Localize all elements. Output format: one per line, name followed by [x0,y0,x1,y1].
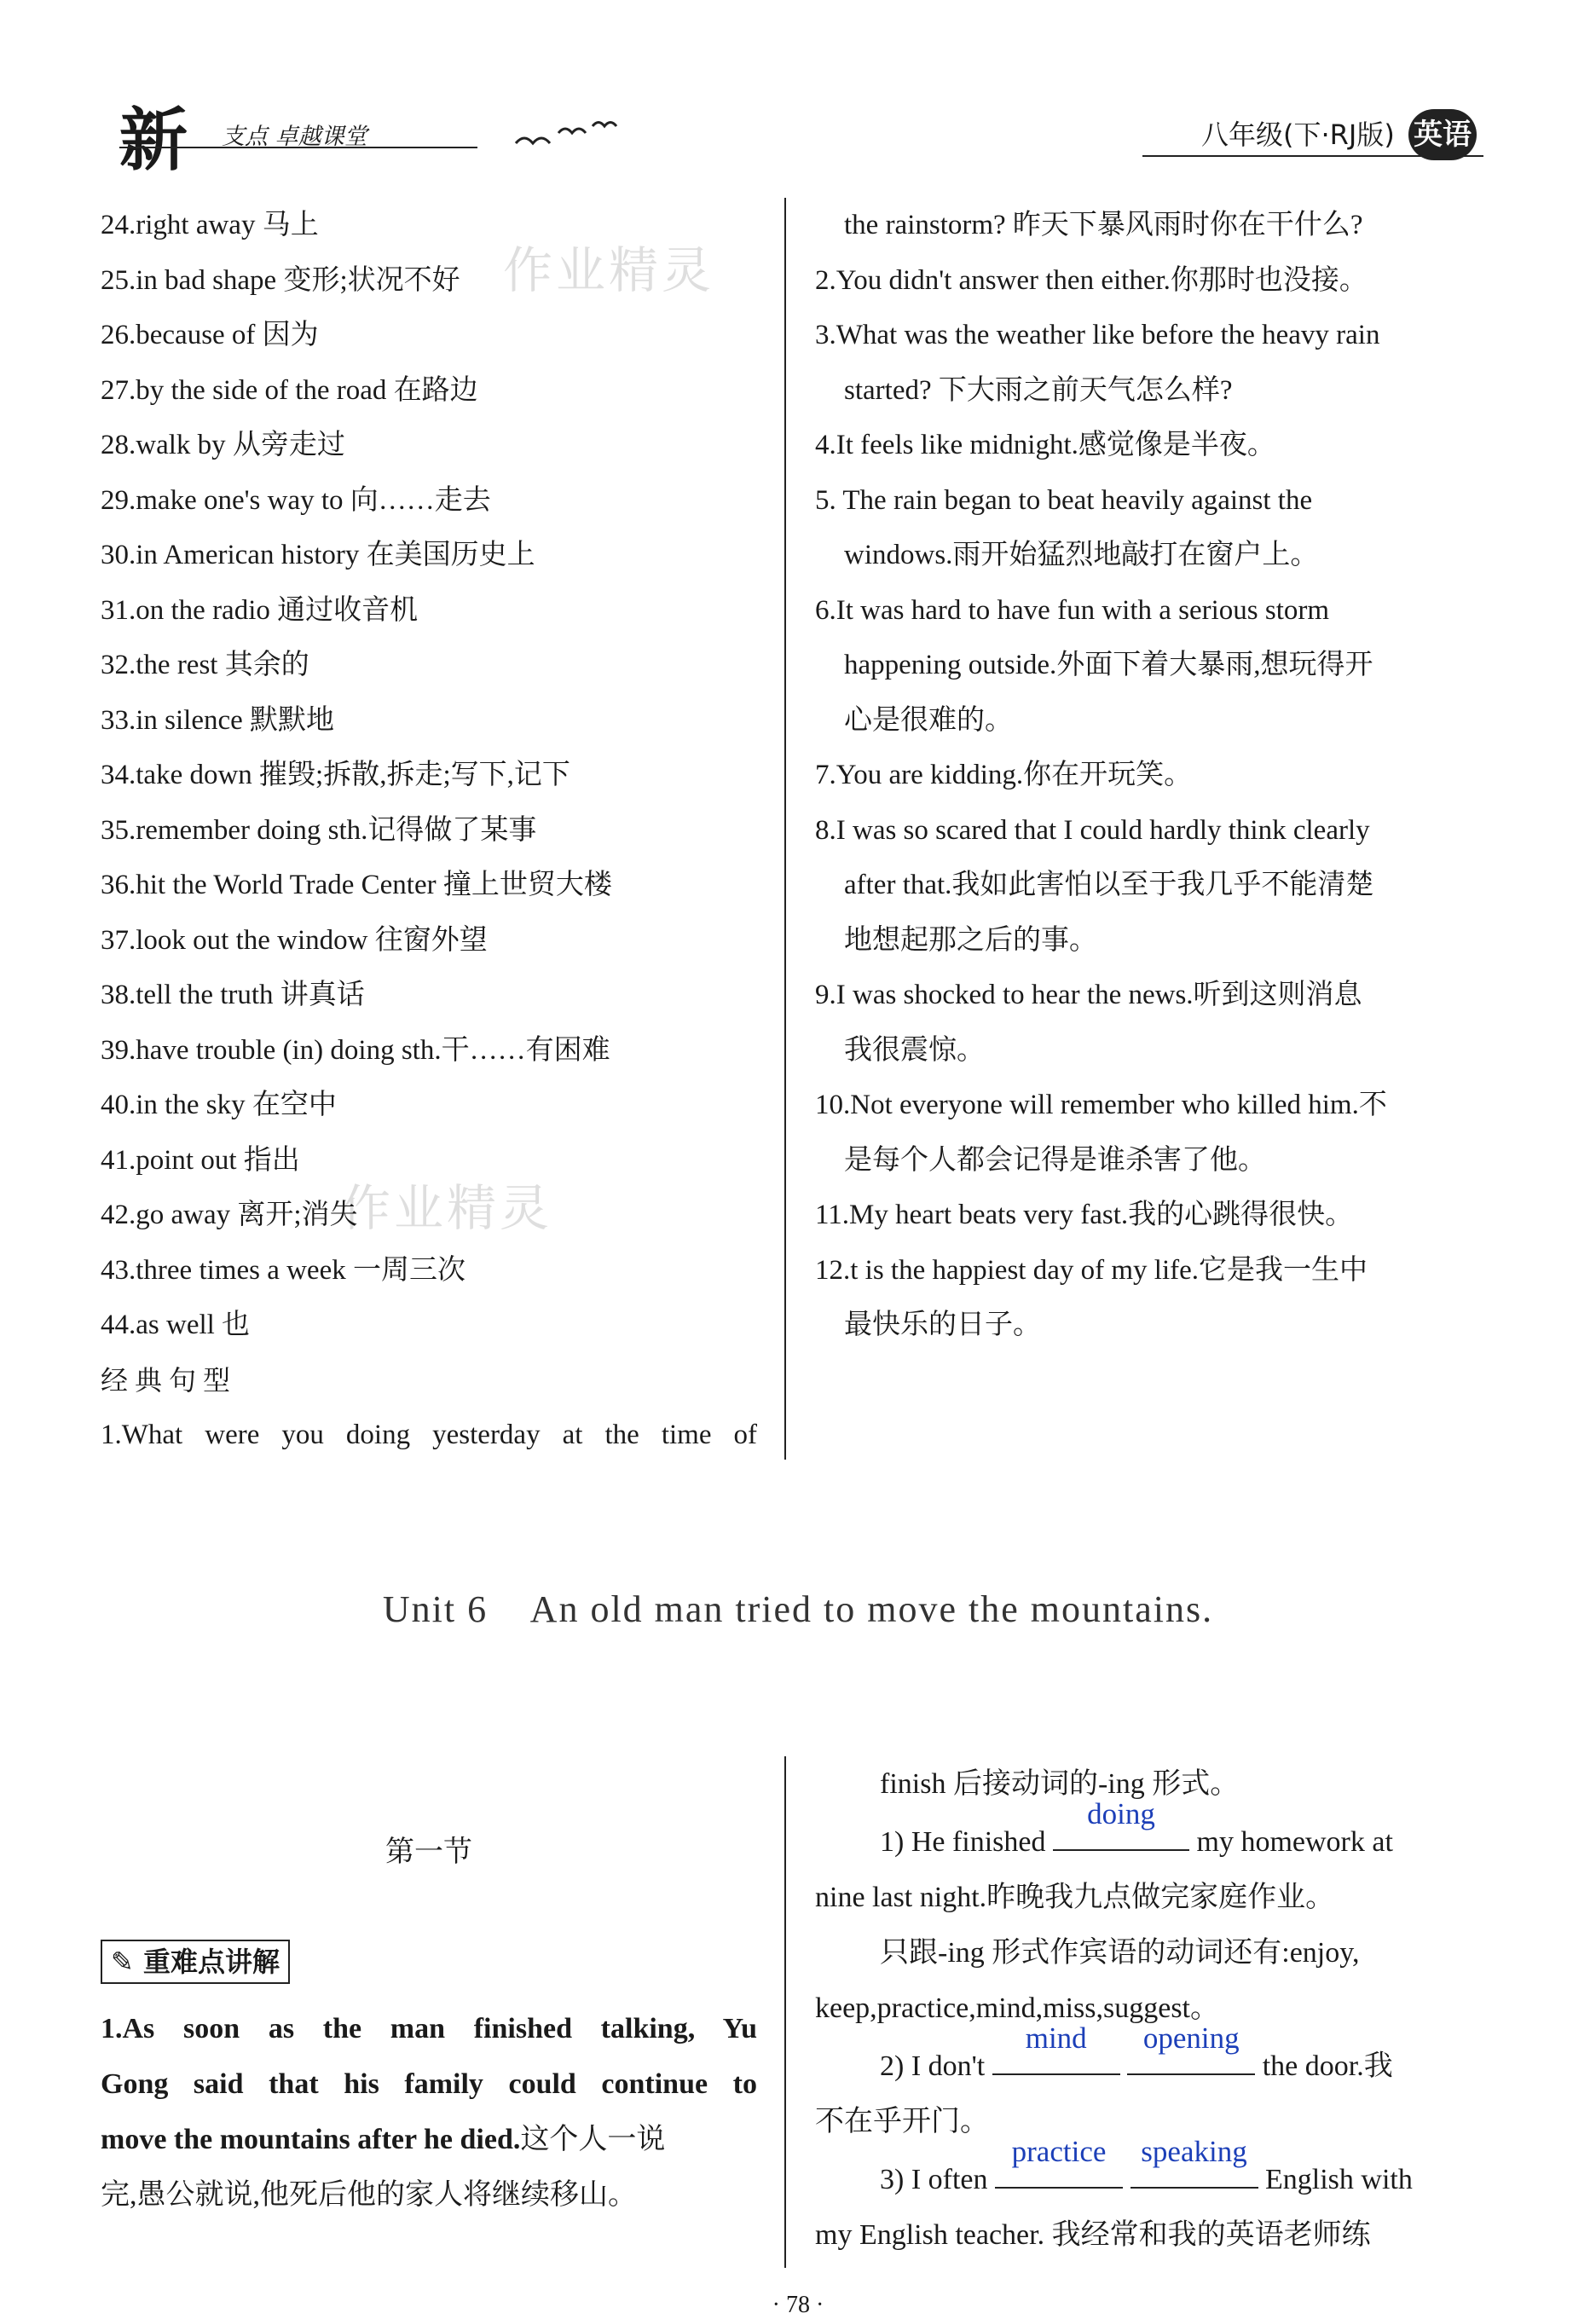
phrase-items [101,198,757,1353]
phrase-item: 30.in American history 在美国历史上 [101,540,535,570]
sentence-line: 11.My heart beats very fast.我的心跳得很快。 [815,1200,1354,1230]
sentence-line: 12.t is the happiest day of my life.它是我一生中 [815,1254,1368,1286]
sentence-line: happening outside.外面下着大暴雨,想玩得开 [844,650,1373,680]
example-line [101,2112,757,2167]
phrase-item: 26.because of 因为 [101,320,319,350]
sentence-line: 地想起那之后的事。 [844,924,1097,956]
sentence-line: after that.我如此害怕以至于我几乎不能清楚 [844,870,1374,900]
phrase-item: 34.take down 摧毁;拆散,拆走;写下,记下 [101,760,570,790]
sentence-line: started? 下大雨之前天气怎么样? [844,374,1233,406]
brand-logo: 新 [119,100,188,180]
note-line: keep,practice,mind,miss,suggest。 [815,1992,1220,2024]
exercise-section [815,1756,1480,2263]
phrase-item: 33.in silence 默默地 [101,704,335,736]
sentence-line: 6.It was hard to have fun with a serious storm [815,594,1330,626]
answer-text: opening [1142,2021,1240,2055]
answer-blank [995,2135,1123,2189]
exercise-1 [815,1797,1480,1870]
sentence-line: 1.What were you doing yesterday at the time of [101,1420,757,1450]
phrase-item: 25.in bad shape 变形;状况不好 [101,264,460,296]
exercise-text: my homework at [1196,1826,1393,1858]
answer-blank [1130,2135,1258,2189]
phrase-item: 35.remember doing sth.记得做了某事 [101,814,537,846]
page-header [0,0,1596,180]
answer-text: doing [1087,1797,1155,1830]
sentence-line: 8.I was so scared that I could hardly think clearly [815,814,1370,846]
watermark: 作业精灵 [503,241,715,299]
example-line: 1.As soon as the man finished talking, Yu [101,2013,757,2044]
phrase-item: 27.by the side of the road 在路边 [101,374,478,406]
phrase-item: 32.the rest 其余的 [101,650,309,680]
exercise-line: nine last night.昨晚我九点做完家庭作业。 [815,1882,1335,1913]
answer-text: practice [1011,2135,1107,2168]
phrase-item: 37.look out the window 往窗外望 [101,924,488,956]
example-text: move the mountains after he died. [101,2124,521,2155]
grade-label: 八年级(下·RJ版) [1201,119,1395,151]
sentence-line: 心是很难的。 [844,704,1013,736]
sentence-line: 9.I was shocked to hear the news.听到这则消息 [815,980,1362,1010]
example-line: Gong said that his family could continue to [101,2068,757,2100]
section-heading: 第一节 [385,1835,472,1869]
sentence-line: 是每个人都会记得是谁杀害了他。 [844,1144,1266,1176]
exercise-text: English with [1265,2164,1413,2195]
column-divider [784,198,786,1460]
sentence-line: 7.You are kidding.你在开玩笑。 [815,760,1193,790]
exercise-text: the door.我 [1262,2050,1393,2082]
sentence-line: 3.What was the weather like before the heavy rain [815,320,1380,350]
sentence-list [815,198,1480,1353]
watermark: 作业精灵 [341,1179,553,1237]
phrase-list [101,198,757,1463]
sentence-line: 我很震惊。 [844,1034,985,1066]
sentence-line: the rainstorm? 昨天下暴风雨时你在干什么? [844,210,1363,240]
exercise-line: my English teacher. 我经常和我的英语老师练 [815,2219,1371,2251]
phrase-item: 43.three times a week 一周三次 [101,1254,466,1286]
lesson-section [101,1756,757,2223]
page-number: · 78 · [772,2292,824,2318]
grade-subject [1201,109,1477,160]
rule-line: finish 后接动词的-ing 形式。 [880,1768,1240,1800]
answer-text: speaking [1141,2135,1247,2168]
header-rule [119,147,477,148]
answer-blank [1053,1797,1189,1851]
unit-title: Unit 6 An old man tried to move the mountains. [382,1588,1214,1630]
answer-blank [992,2021,1120,2075]
key-points-label: 重难点讲解 [142,1946,280,1978]
phrase-item: 36.hit the World Trade Center 撞上世贸大楼 [101,870,612,900]
sentence-line: windows.雨开始猛烈地敲打在窗户上。 [844,540,1319,570]
phrase-item: 42.go away 离开;消失 [101,1200,358,1230]
phrase-item: 41.point out 指出 [101,1144,300,1176]
sentence-line: 5. The rain began to beat heavily against the [815,484,1313,516]
sentence-line: 10.Not everyone will remember who killed him.不 [815,1090,1387,1120]
exercise-text: 1) He finished [880,1826,1046,1858]
birds-icon [512,109,631,160]
note-line: 只跟-ing 形式作宾语的动词还有:enjoy, [880,1937,1360,1969]
key-points-tag [101,1940,290,1984]
phrase-item: 24.right away 马上 [101,210,319,240]
exercise-text: 3) I often [880,2164,988,2195]
pencil-icon: ✎ [111,1946,134,1978]
sentence-line: 4.It feels like midnight.感觉像是半夜。 [815,430,1275,460]
subject-badge: 英语 [1408,109,1477,160]
header-rule-right [1142,155,1483,157]
sentence-line: 2.You didn't answer then either.你那时也没接。 [815,264,1368,296]
phrase-item: 40.in the sky 在空中 [101,1090,337,1120]
exercise-text: 2) I don't [880,2050,986,2082]
sentence-line: 最快乐的日子。 [844,1310,1041,1340]
phrase-item: 44.as well 也 [101,1310,251,1340]
phrase-item: 39.have trouble (in) doing sth.干……有困难 [101,1034,610,1066]
answer-blank [1127,2021,1255,2075]
example-translation-line: 完,愚公就说,他死后他的家人将继续移山。 [101,2179,637,2211]
phrase-item: 29.make one's way to 向……走去 [101,484,491,516]
phrase-item: 38.tell the truth 讲真话 [101,980,365,1010]
brand-subtitle: 支点 卓越课堂 [222,124,367,150]
exercise-2 [815,2021,1480,2094]
phrase-item: 31.on the radio 通过收音机 [101,594,419,626]
exercise-3 [815,2135,1480,2207]
phrase-item: 28.walk by 从旁走过 [101,430,345,460]
answer-text: mind [1025,2021,1087,2055]
column-divider [784,1756,786,2268]
example-translation: 这个人一说 [520,2124,666,2155]
exercise-line: 不在乎开门。 [815,2106,989,2137]
section-title: 经典句型 [101,1363,238,1397]
